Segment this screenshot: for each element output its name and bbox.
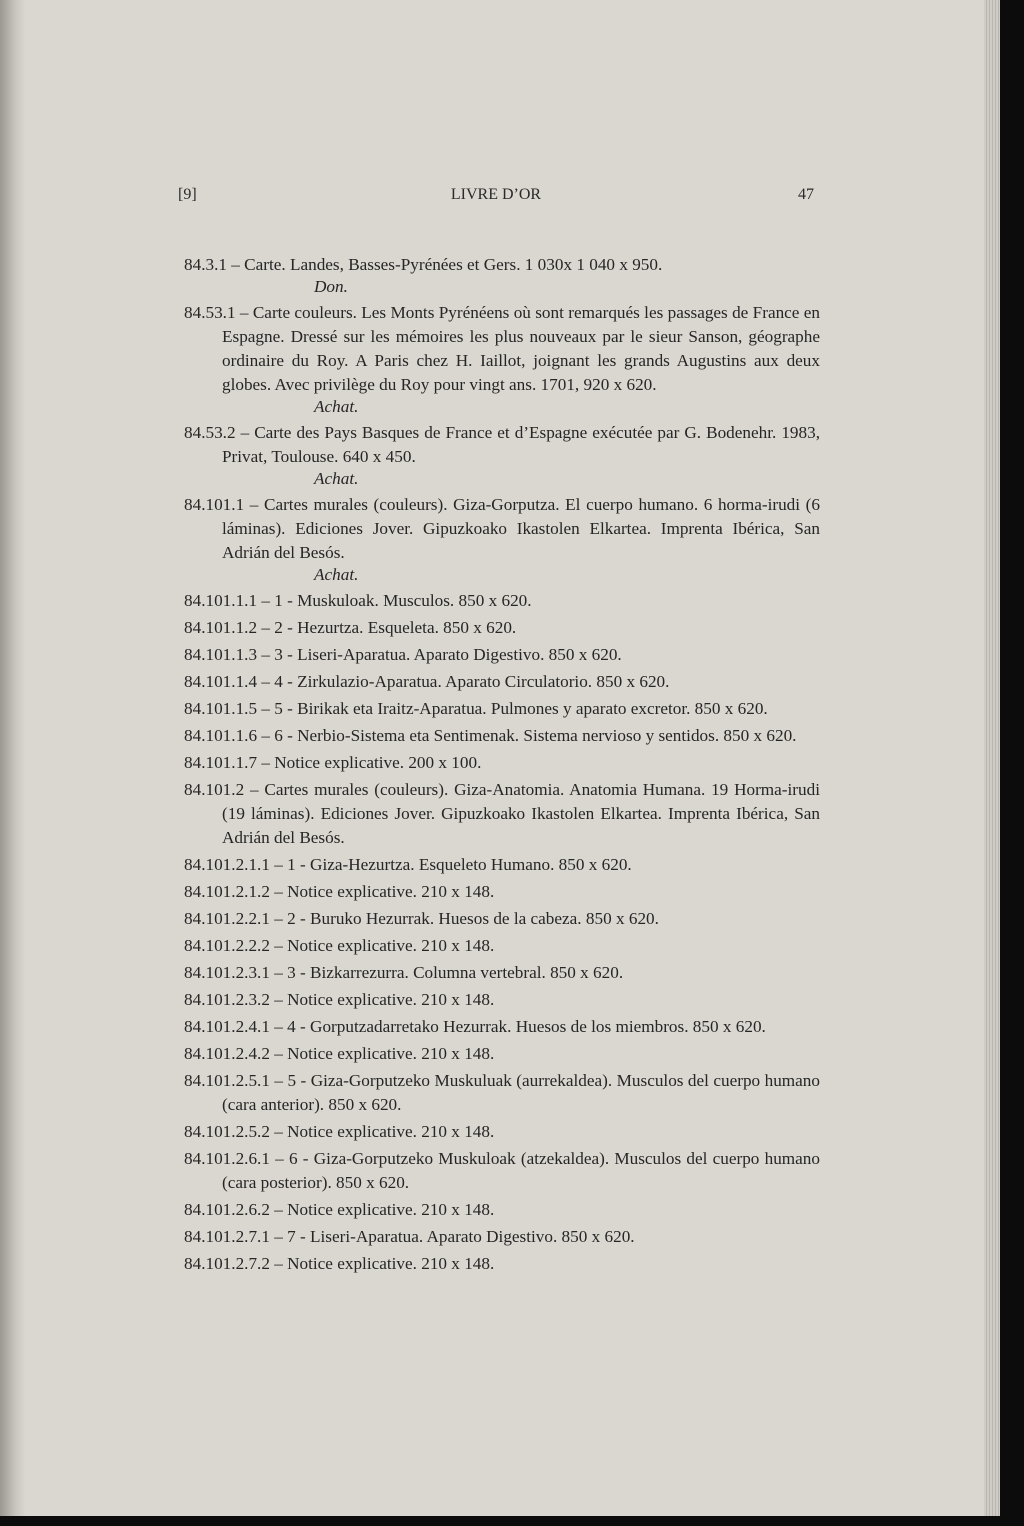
catalogue-entry: 84.101.2.2.1 – 2 - Buruko Hezurrak. Huesos de la cabeza. 850 x 620. <box>184 909 659 928</box>
page-edges <box>984 0 1000 1516</box>
page-number: 47 <box>798 186 814 203</box>
catalogue-entry: 84.101.1 – Cartes murales (couleurs). Giza-Gorputza. El cuerpo humano. 6 horma-irudi (6 láminas). Ediciones Jover. Gipuzkoako Ikastolen Elkartea. Imprenta Ibérica, San Adrián del Besós. <box>184 495 820 562</box>
acquisition-note: Achat. <box>314 565 359 584</box>
catalogue-entry: 84.101.2.3.1 – 3 - Bizkarrezurra. Columna vertebral. 850 x 620. <box>184 963 624 982</box>
running-title: LIVRE D’OR <box>450 186 542 203</box>
catalogue-entry: 84.101.2.1.2 – Notice explicative. 210 x 148. <box>184 882 495 901</box>
catalogue-entry: 84.101.1.2 – 2 - Hezurtza. Esqueleta. 850 x 620. <box>184 618 517 637</box>
catalogue-entry: 84.101.1.1 – 1 - Muskuloak. Musculos. 850 x 620. <box>184 591 532 610</box>
catalogue-entries <box>184 250 820 1276</box>
catalogue-entry: 84.101.1.7 – Notice explicative. 200 x 100. <box>184 753 482 772</box>
catalogue-entry: 84.101.1.6 – 6 - Nerbio-Sistema eta Sentimenak. Sistema nervioso y sentidos. 850 x 620. <box>184 726 797 745</box>
catalogue-entry: 84.101.2.2.2 – Notice explicative. 210 x 148. <box>184 936 495 955</box>
catalogue-entry: 84.3.1 – Carte. Landes, Basses-Pyrénées et Gers. 1 030x 1 040 x 950. <box>184 255 663 274</box>
acquisition-note: Achat. <box>314 397 359 416</box>
catalogue-entry: 84.101.1.3 – 3 - Liseri-Aparatua. Aparato Digestivo. 850 x 620. <box>184 645 622 664</box>
catalogue-entry: 84.101.2.4.1 – 4 - Gorputzadarretako Hezurrak. Huesos de los miembros. 850 x 620. <box>184 1017 766 1036</box>
section-number: [9] <box>178 186 197 203</box>
catalogue-entry: 84.101.2.5.1 – 5 - Giza-Gorputzeko Muskuluak (aurrekaldea). Musculos del cuerpo humano (cara anterior). 850 x 620. <box>184 1071 820 1114</box>
acquisition-note: Don. <box>314 277 348 296</box>
catalogue-entry: 84.53.1 – Carte couleurs. Les Monts Pyrénéens où sont remarqués les passages de France en Espagne. Dressé sur les mémoires les plus nouveaux par le sieur Sanson, géographe ordinaire du Roy. A Paris chez H. Iaillot, joignant les grands Augustins aux deux globes. Avec privilège du Roy pour vingt ans. 1701, 920 x 620. <box>184 303 820 394</box>
catalogue-entry: 84.53.2 – Carte des Pays Basques de France et d’Espagne exécutée par G. Bodenehr. 1983, Privat, Toulouse. 640 x 450. <box>184 423 820 466</box>
catalogue-entry: 84.101.2.4.2 – Notice explicative. 210 x 148. <box>184 1044 495 1063</box>
catalogue-entry: 84.101.2.6.1 – 6 - Giza-Gorputzeko Muskuloak (atzekaldea). Musculos del cuerpo humano (cara posterior). 850 x 620. <box>184 1149 820 1192</box>
book-gutter <box>0 0 26 1516</box>
catalogue-entry: 84.101.2.7.1 – 7 - Liseri-Aparatua. Aparato Digestivo. 850 x 620. <box>184 1227 635 1246</box>
acquisition-note: Achat. <box>314 469 359 488</box>
catalogue-entry: 84.101.1.4 – 4 - Zirkulazio-Aparatua. Aparato Circulatorio. 850 x 620. <box>184 672 670 691</box>
catalogue-entry: 84.101.2.5.2 – Notice explicative. 210 x 148. <box>184 1122 495 1141</box>
catalogue-entry: 84.101.2.6.2 – Notice explicative. 210 x 148. <box>184 1200 495 1219</box>
catalogue-entry: 84.101.2 – Cartes murales (couleurs). Giza-Anatomia. Anatomia Humana. 19 Horma-irudi (19 láminas). Ediciones Jover. Gipuzkoako Ikastolen Elkartea. Imprenta Ibérica, San Adrián del Besós. <box>184 780 820 847</box>
catalogue-entry: 84.101.2.7.2 – Notice explicative. 210 x 148. <box>184 1254 495 1273</box>
catalogue-entry: 84.101.2.1.1 – 1 - Giza-Hezurtza. Esqueleto Humano. 850 x 620. <box>184 855 632 874</box>
catalogue-entry: 84.101.2.3.2 – Notice explicative. 210 x 148. <box>184 990 495 1009</box>
catalogue-entry: 84.101.1.5 – 5 - Birikak eta Iraitz-Aparatua. Pulmones y aparato excretor. 850 x 620. <box>184 699 768 718</box>
